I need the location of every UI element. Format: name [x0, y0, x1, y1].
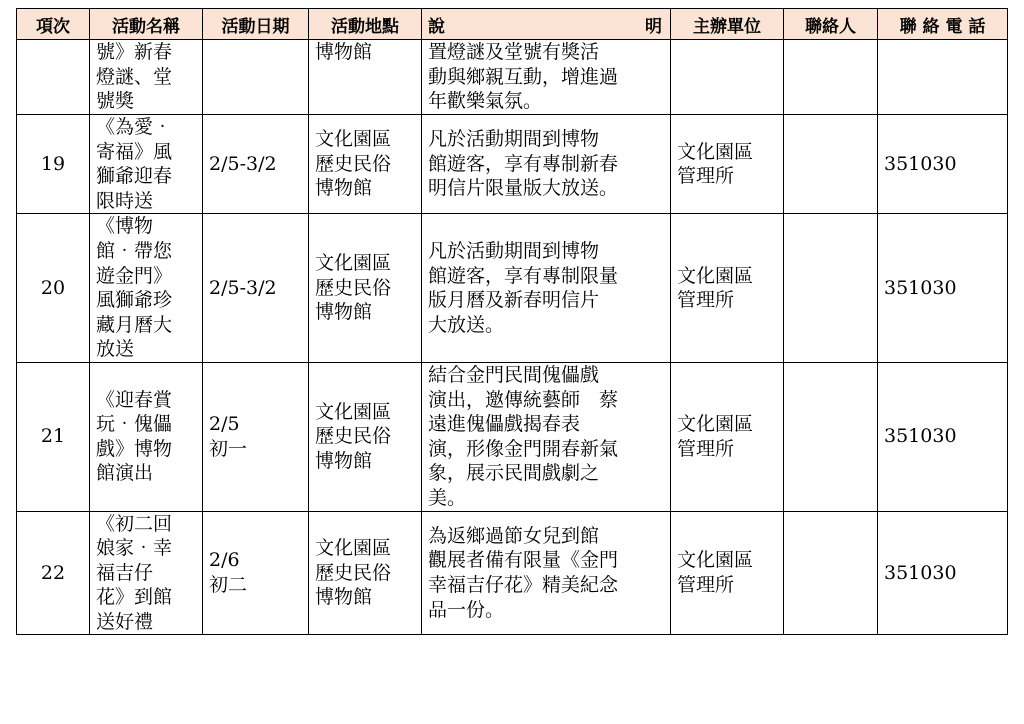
cell-description: 凡於活動期間到博物 館遊客，享有專制限量 版月曆及新春明信片 大放送。	[422, 214, 671, 363]
header-description-left: 說	[428, 16, 445, 37]
cell-event-location: 博物館	[309, 40, 422, 115]
cell-description: 結合金門民間傀儡戲 演出，邀傳統藝師 蔡 遠進傀儡戲揭春表 演，形像金門開春新氣 象，展示民間戲劇之 美。	[422, 362, 671, 511]
cell-event-name: 《博物 館‧帶您 遊金門》 風獅爺珍 藏月曆大 放送	[90, 214, 203, 363]
cell-organizer: 文化園區 管理所	[671, 115, 784, 214]
cell-event-date: 2/5-3/2	[203, 115, 309, 214]
table-row	[17, 362, 1008, 511]
cell-contact-person	[784, 40, 878, 115]
cell-contact-phone: 351030	[878, 115, 1008, 214]
header-contact-person: 聯絡人	[784, 9, 878, 40]
cell-event-date	[203, 40, 309, 115]
cell-event-date: 2/5-3/2	[203, 214, 309, 363]
cell-event-location: 文化園區 歷史民俗 博物館	[309, 362, 422, 511]
event-table	[16, 8, 1008, 635]
header-description	[422, 9, 671, 40]
cell-contact-person	[784, 115, 878, 214]
cell-item-no: 21	[17, 362, 90, 511]
cell-event-name: 號》新春 燈謎、堂 號獎	[90, 40, 203, 115]
cell-item-no	[17, 40, 90, 115]
header-event-name: 活動名稱	[90, 9, 203, 40]
cell-item-no: 20	[17, 214, 90, 363]
table-row	[17, 214, 1008, 363]
cell-contact-phone: 351030	[878, 214, 1008, 363]
cell-organizer: 文化園區 管理所	[671, 511, 784, 635]
header-event-location: 活動地點	[309, 9, 422, 40]
cell-contact-person	[784, 362, 878, 511]
table-row	[17, 511, 1008, 635]
cell-event-location: 文化園區 歷史民俗 博物館	[309, 115, 422, 214]
cell-contact-person	[784, 511, 878, 635]
cell-event-name: 《初二回 娘家‧幸 福吉仔 花》到館 送好禮	[90, 511, 203, 635]
cell-event-location: 文化園區 歷史民俗 博物館	[309, 511, 422, 635]
cell-item-no: 22	[17, 511, 90, 635]
cell-event-name: 《迎春賞 玩‧傀儡 戲》博物 館演出	[90, 362, 203, 511]
cell-contact-person	[784, 214, 878, 363]
header-row	[17, 9, 1008, 40]
cell-contact-phone: 351030	[878, 511, 1008, 635]
header-description-right: 明	[645, 16, 662, 37]
header-event-date: 活動日期	[203, 9, 309, 40]
cell-organizer	[671, 40, 784, 115]
cell-organizer: 文化園區 管理所	[671, 362, 784, 511]
cell-description: 凡於活動期間到博物 館遊客，享有專制新春 明信片限量版大放送。	[422, 115, 671, 214]
cell-organizer: 文化園區 管理所	[671, 214, 784, 363]
cell-event-name: 《為愛‧ 寄福》風 獅爺迎春 限時送	[90, 115, 203, 214]
cell-contact-phone	[878, 40, 1008, 115]
cell-item-no: 19	[17, 115, 90, 214]
document-page	[16, 8, 1008, 635]
cell-event-date: 2/5 初一	[203, 362, 309, 511]
cell-event-date: 2/6 初二	[203, 511, 309, 635]
cell-contact-phone: 351030	[878, 362, 1008, 511]
table-row	[17, 40, 1008, 115]
cell-description: 置燈謎及堂號有獎活 動與鄉親互動，增進過 年歡樂氣氛。	[422, 40, 671, 115]
cell-event-location: 文化園區 歷史民俗 博物館	[309, 214, 422, 363]
table-row	[17, 115, 1008, 214]
header-item-no: 項次	[17, 9, 90, 40]
cell-description: 為返鄉過節女兒到館 觀展者備有限量《金門 幸福吉仔花》精美紀念 品一份。	[422, 511, 671, 635]
header-contact-phone: 聯 絡 電 話	[878, 9, 1008, 40]
header-organizer: 主辦單位	[671, 9, 784, 40]
